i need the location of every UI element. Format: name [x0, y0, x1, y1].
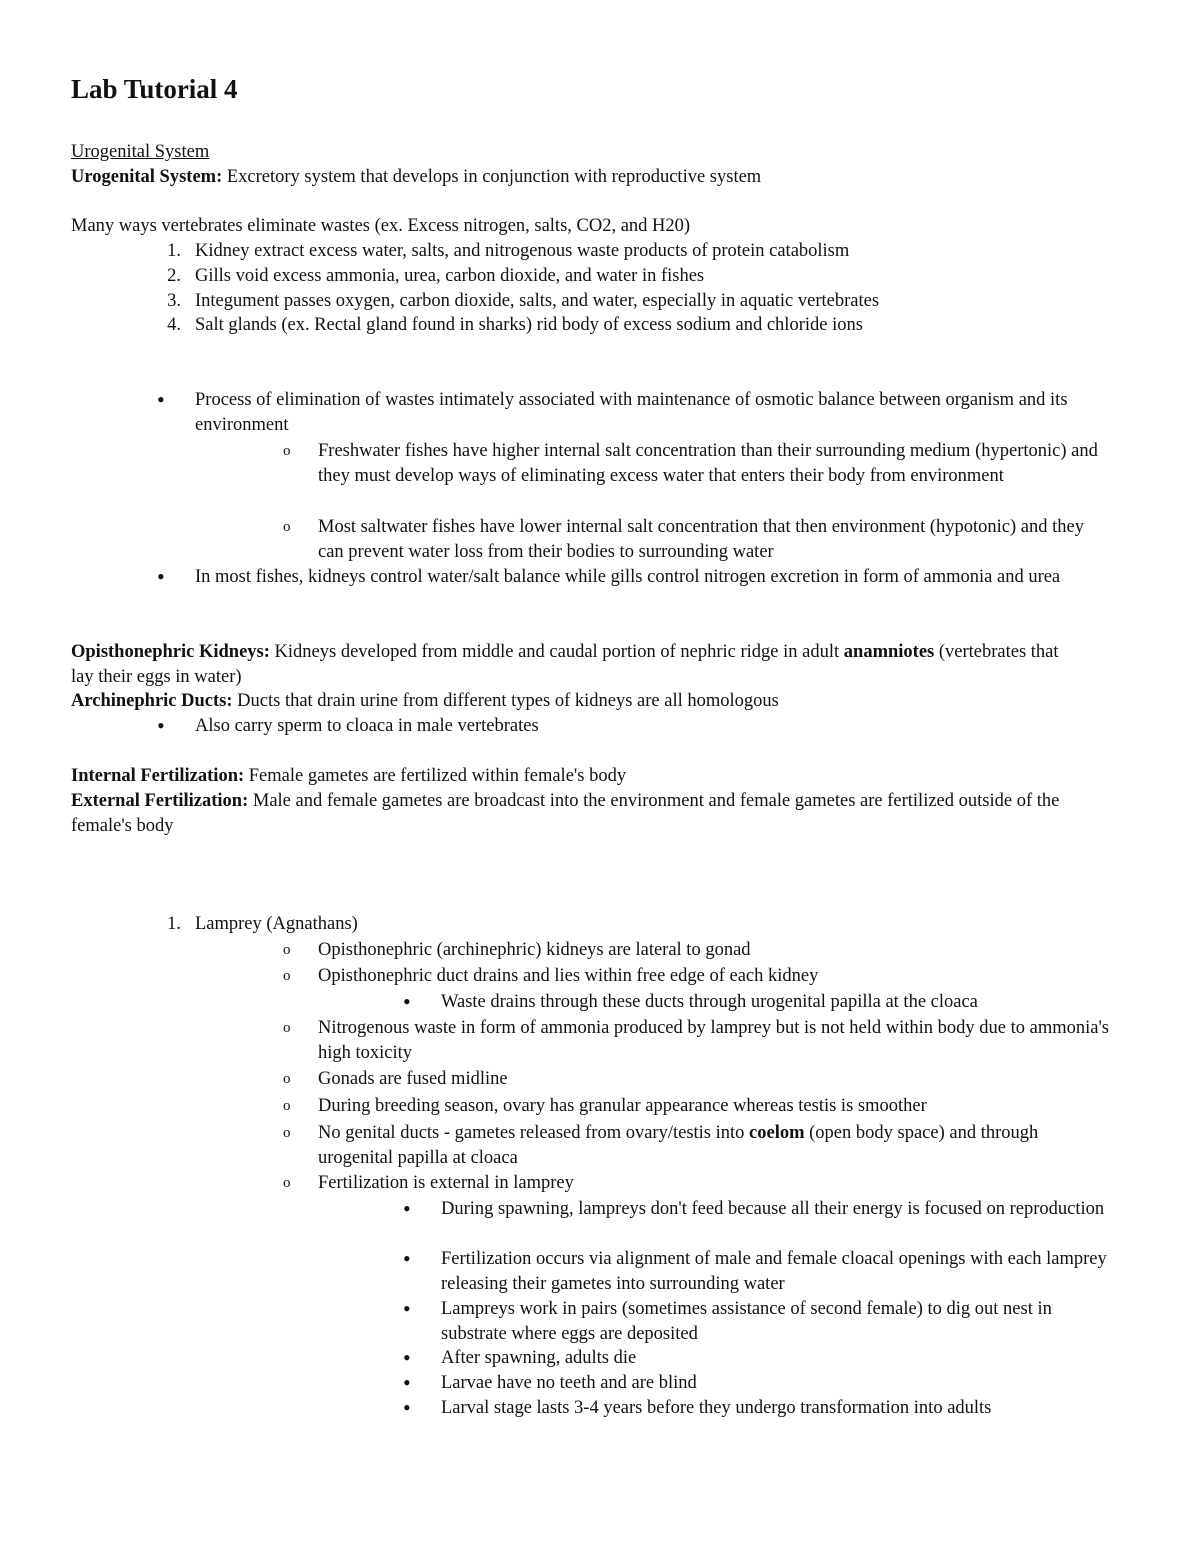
sub-bullet-item: o During breeding season, ovary has granular appearance whereas testis is smoother — [283, 1096, 927, 1116]
circle-bullet-icon: o — [283, 942, 291, 958]
external-fertilization-definition: External Fertilization: Male and female gametes are broadcast into the environment and female gametes are fertilized outside of the female's body — [71, 791, 1060, 836]
bullet-icon: • — [157, 387, 165, 412]
sub-sub-bullet-item: • Waste drains through these ducts through urogenital papilla at the cloaca — [403, 989, 978, 1014]
circle-bullet-icon: o — [283, 443, 291, 459]
bullet-icon: • — [403, 1370, 411, 1395]
archinephric-definition: Archinephric Ducts: Ducts that drain urine from different types of kidneys are all homologous — [71, 691, 779, 711]
sub-sub-bullet-item: • After spawning, adults die — [403, 1345, 637, 1370]
bullet-icon: • — [157, 713, 165, 738]
bullet-icon: • — [157, 564, 165, 589]
sub-sub-bullet-item: • Larvae have no teeth and are blind — [403, 1370, 697, 1395]
bullet-item: • Also carry sperm to cloaca in male vertebrates — [157, 713, 539, 738]
list-item: 4. Salt glands (ex. Rectal gland found in sharks) rid body of excess sodium and chloride ions — [167, 315, 863, 336]
sub-bullet-item: o Fertilization is external in lamprey — [283, 1173, 574, 1193]
circle-bullet-icon: o — [283, 1071, 291, 1087]
list-item: 1. Kidney extract excess water, salts, and nitrogenous waste products of protein catabolism — [167, 241, 850, 261]
section-heading: Urogenital System — [71, 142, 210, 162]
sub-bullet-item: o Most saltwater fishes have lower internal salt concentration that then environment (hypotonic) and they can prevent water loss from their bodies to surrounding water — [283, 517, 1084, 562]
bullet-icon: • — [403, 1196, 411, 1221]
bullet-item: • In most fishes, kidneys control water/salt balance while gills control nitrogen excretion in form of ammonia and urea — [157, 564, 1061, 589]
internal-fertilization-definition: Internal Fertilization: Female gametes are fertilized within female's body — [71, 766, 627, 786]
bullet-icon: • — [403, 1246, 411, 1271]
sub-bullet-item: o Freshwater fishes have higher internal salt concentration than their surrounding medium (hypertonic) and they must develop ways of eliminating excess water that enters their body from environment — [283, 441, 1098, 486]
intro-paragraph: Many ways vertebrates eliminate wastes (ex. Excess nitrogen, salts, CO2, and H20) — [71, 216, 691, 236]
sub-sub-bullet-item: • During spawning, lampreys don't feed because all their energy is focused on reproduction — [403, 1196, 1105, 1221]
page-title: Lab Tutorial 4 — [71, 74, 238, 104]
sub-bullet-item: o No genital ducts - gametes released from ovary/testis into coelom (open body space) and through urogenital papilla at cloaca — [283, 1123, 1039, 1168]
sub-sub-bullet-item: • Larval stage lasts 3-4 years before they undergo transformation into adults — [403, 1395, 992, 1420]
list-item: 2. Gills void excess ammonia, urea, carbon dioxide, and water in fishes — [167, 265, 705, 286]
circle-bullet-icon: o — [283, 1098, 291, 1114]
ways-list — [71, 239, 1131, 338]
bullet-icon: • — [403, 1345, 411, 1370]
sub-sub-bullet-item: • Fertilization occurs via alignment of male and female cloacal openings with each lamprey releasing their gametes into surrounding water — [403, 1246, 1107, 1294]
circle-bullet-icon: o — [283, 519, 291, 535]
opisthonephric-definition: Opisthonephric Kidneys: Kidneys developed from middle and caudal portion of nephric ridge in adult anamniotes (vertebrates that lay their eggs in water) — [71, 642, 1059, 687]
bullet-icon: • — [403, 989, 411, 1014]
bullet-icon: • — [403, 1296, 411, 1321]
bullet-item: • Process of elimination of wastes intimately associated with maintenance of osmotic balance between organism and its environment — [157, 387, 1068, 435]
circle-bullet-icon: o — [283, 1175, 291, 1191]
sub-bullet-item: o Gonads are fused midline — [283, 1069, 508, 1089]
sub-bullet-item: o Opisthonephric duct drains and lies within free edge of each kidney — [283, 966, 819, 986]
sub-bullet-item: o Nitrogenous waste in form of ammonia produced by lamprey but is not held within body due to ammonia's high toxicity — [283, 1018, 1109, 1063]
bullet-icon: • — [403, 1395, 411, 1420]
urogenital-definition: Urogenital System: Excretory system that develops in conjunction with reproductive system — [71, 167, 762, 187]
circle-bullet-icon: o — [283, 1125, 291, 1141]
circle-bullet-icon: o — [283, 968, 291, 984]
sub-bullet-item: o Opisthonephric (archinephric) kidneys are lateral to gonad — [283, 940, 751, 960]
circle-bullet-icon: o — [283, 1020, 291, 1036]
list-item: 3. Integument passes oxygen, carbon dioxide, salts, and water, especially in aquatic vertebrates — [167, 290, 880, 311]
sub-sub-bullet-item: • Lampreys work in pairs (sometimes assistance of second female) to dig out nest in substrate where eggs are deposited — [403, 1296, 1052, 1344]
